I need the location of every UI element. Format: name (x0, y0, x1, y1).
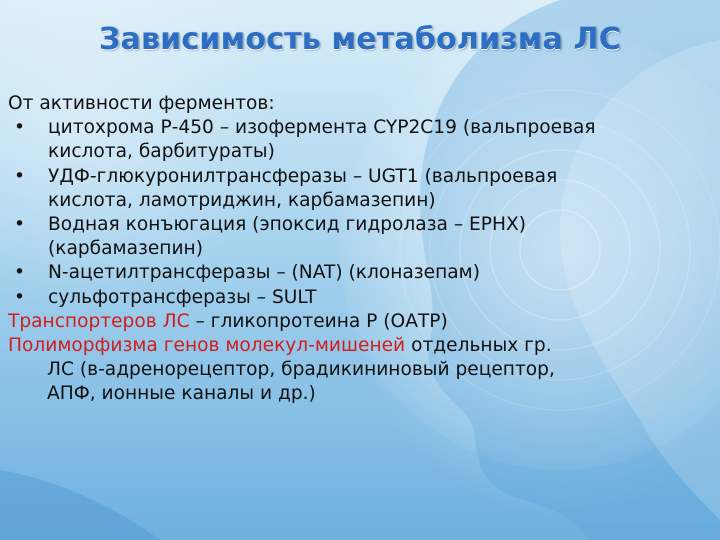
transporters-rest: – гликопротеина Р (ОАТР) (189, 310, 448, 332)
bullet-line: УДФ-глюкуронилтрансферазы – UGT1 (вальпроевая (48, 165, 558, 187)
polymorphism-line-2: ЛС (в-адренорецептор, брадикининовый рецептор, (47, 359, 555, 381)
bullet-line: N-ацетилтрансферазы – (NAT) (клоназепам) (48, 262, 480, 284)
bullet-line: цитохрома Р-450 – изофермента CYP2C19 (вальпроевая (48, 117, 596, 139)
bullet-line: кислота, ламотриджин, карбамазепин) (48, 189, 436, 211)
polymorphism-highlight: Полиморфизма генов молекул-мишеней (8, 335, 406, 357)
bullet-glyph: • (14, 117, 25, 139)
polymorphism-rest: отдельных гр. (405, 335, 552, 357)
slide-body (8, 92, 714, 407)
bullet-line: кислота, барбитураты) (48, 141, 275, 163)
bullet-item (8, 213, 714, 261)
transporters-highlight: Транспортеров ЛС (8, 310, 190, 332)
bullet-line: сульфотрансферазы – SULT (48, 286, 317, 308)
bullet-item (8, 116, 714, 164)
polymorphism-line (8, 334, 714, 358)
bullet-line: Водная конъюгация (эпоксид гидролаза – EPHX) (48, 214, 526, 236)
bullet-line: (карбамазепин) (48, 238, 203, 260)
intro-text: От активности ферментов: (8, 93, 275, 114)
bullet-item (8, 261, 714, 285)
bullet-glyph: • (14, 262, 25, 284)
transporters-line (8, 310, 714, 334)
bullet-glyph: • (14, 286, 25, 308)
bullet-item (8, 165, 714, 213)
polymorphism-line-3: АПФ, ионные каналы и др.) (47, 383, 316, 405)
bullet-item (8, 286, 714, 310)
bullet-glyph: • (14, 214, 25, 236)
bullet-glyph: • (14, 165, 25, 187)
slide-title: Зависимость метаболизма ЛС (99, 22, 621, 57)
